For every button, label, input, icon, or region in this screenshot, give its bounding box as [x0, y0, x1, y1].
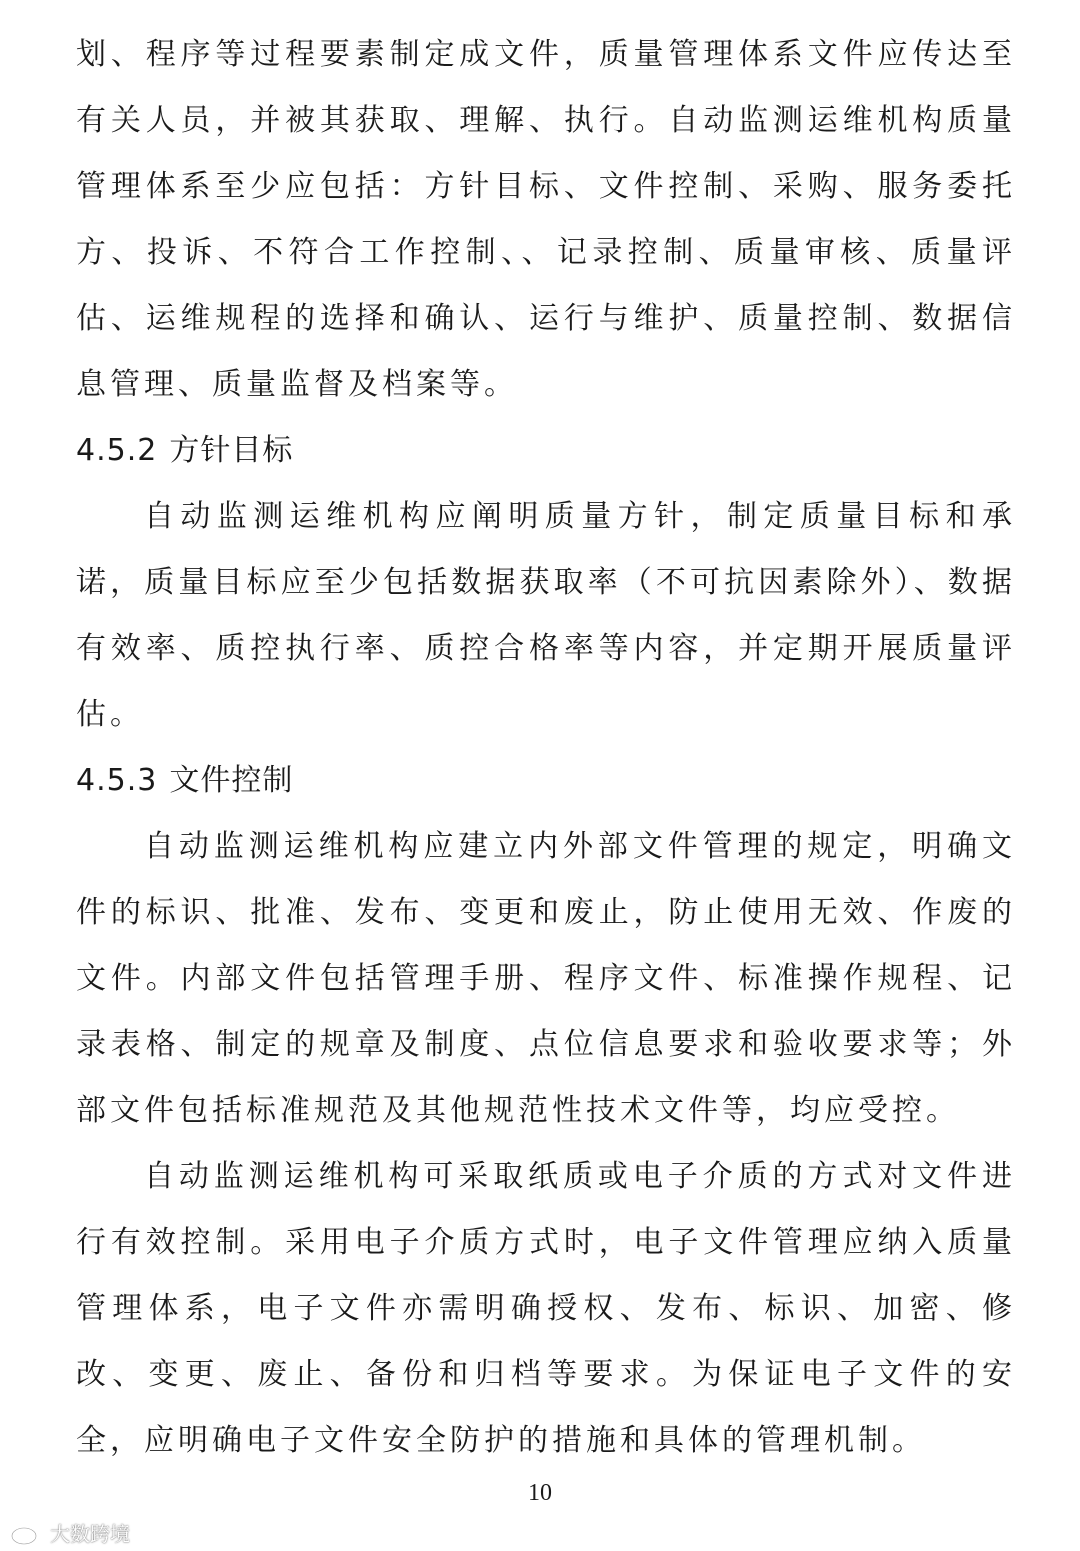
section-heading-4-5-3	[76, 748, 1016, 814]
section-heading-4-5-2	[76, 418, 1016, 484]
document-body	[76, 22, 1016, 1474]
section-title: 方针目标	[169, 433, 294, 468]
watermark-text: 大数跨境	[50, 1522, 130, 1546]
section-number: 4.5.2	[76, 433, 158, 468]
section-paragraph: 自动监测运维机构应阐明质量方针，制定质量目标和承诺，质量目标应至少包括数据获取率（不可抗因素除外）、数据有效率、质控执行率、质控合格率等内容，并定期开展质量评估。	[76, 499, 1016, 732]
page-number: 10	[528, 1480, 552, 1506]
section-title: 文件控制	[169, 763, 294, 798]
weibo-logo-icon	[10, 1520, 44, 1546]
section-paragraph: 自动监测运维机构应建立内外部文件管理的规定，明确文件的标识、批准、发布、变更和废止，防止使用无效、作废的文件。内部文件包括管理手册、程序文件、标准操作规程、记录表格、制定的规章及制度、点位信息要求和验收要求等；外部文件包括标准规范及其他规范性技术文件等，均应受控。	[76, 829, 1016, 1128]
section-number: 4.5.3	[76, 763, 158, 798]
intro-paragraph: 划、程序等过程要素制定成文件，质量管理体系文件应传达至有关人员，并被其获取、理解、执行。自动监测运维机构质量管理体系至少应包括：方针目标、文件控制、采购、服务委托方、投诉、不符合工作控制、、记录控制、质量审核、质量评估、运维规程的选择和确认、运行与维护、质量控制、数据信息管理、质量监督及档案等。	[76, 37, 1016, 402]
section-paragraph: 自动监测运维机构可采取纸质或电子介质的方式对文件进行有效控制。采用电子介质方式时，电子文件管理应纳入质量管理体系，电子文件亦需明确授权、发布、标识、加密、修改、变更、废止、备份和归档等要求。为保证电子文件的安全，应明确电子文件安全防护的措施和具体的管理机制。	[76, 1159, 1016, 1458]
watermark	[10, 1518, 130, 1547]
